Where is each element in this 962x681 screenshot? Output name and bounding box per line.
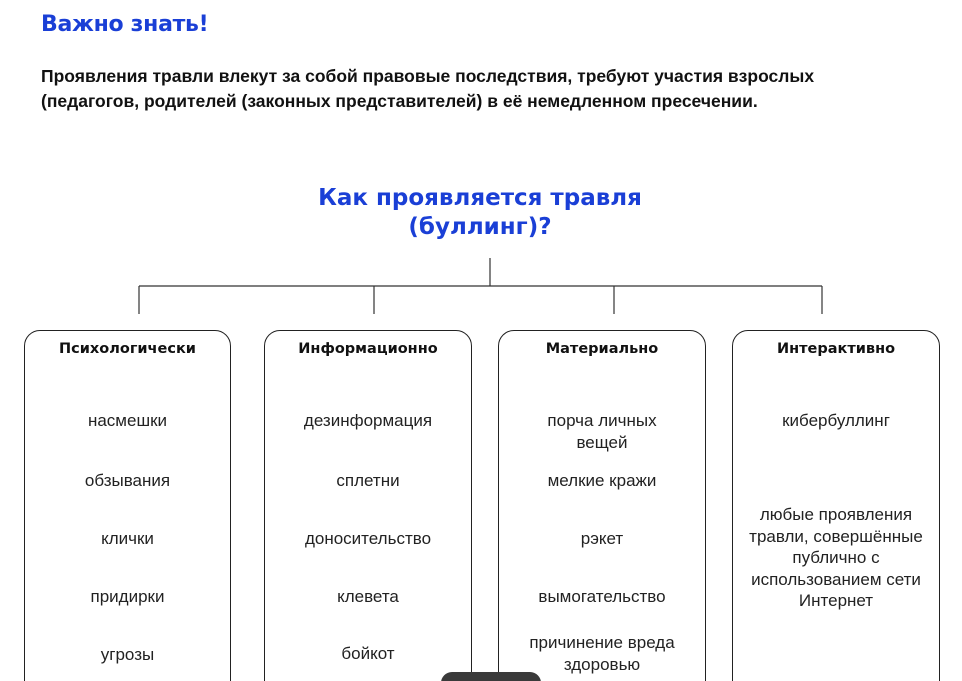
category-item: насмешки bbox=[87, 411, 168, 430]
scroll-handle[interactable] bbox=[441, 672, 541, 681]
page-heading: Важно знать! bbox=[41, 12, 209, 37]
category-item: клички bbox=[101, 529, 154, 548]
category-item: рэкет bbox=[580, 529, 624, 548]
category-item: кибербуллинг bbox=[782, 411, 890, 430]
category-title: Интерактивно bbox=[776, 341, 896, 357]
diagram-title-line-2: (буллинг)? bbox=[408, 214, 552, 240]
diagram-title bbox=[230, 184, 730, 242]
category-box-interactive bbox=[732, 330, 940, 681]
category-title: Психологически bbox=[59, 341, 196, 357]
category-item: угрозы bbox=[100, 645, 155, 664]
category-item: мелкие кражи bbox=[547, 471, 657, 490]
category-title: Информационно bbox=[298, 341, 438, 357]
category-item: вымогательство bbox=[538, 587, 666, 606]
category-item: придирки bbox=[90, 587, 165, 606]
category-item: бойкот bbox=[341, 644, 395, 663]
category-item: порча личных вещей bbox=[547, 411, 657, 452]
intro-text: Проявления травли влекут за собой правовые последствия, требуют участия взрослых (педагогов, родителей (законных представителей) в её немедленном пресечении. bbox=[41, 66, 815, 111]
category-item: любые проявления травли, совершённые публично с использованием сети Интернет bbox=[749, 505, 923, 610]
category-box-informational bbox=[264, 330, 472, 681]
category-item: сплетни bbox=[336, 471, 400, 490]
category-box-psychological bbox=[24, 330, 231, 681]
category-box-material bbox=[498, 330, 706, 681]
category-item: дезинформация bbox=[303, 411, 433, 430]
diagram-title-line-1: Как проявляется травля bbox=[318, 185, 642, 211]
category-item: обзывания bbox=[84, 471, 171, 490]
category-item: клевета bbox=[337, 587, 399, 606]
category-title: Материально bbox=[545, 341, 659, 357]
category-item: причинение вреда здоровью bbox=[529, 633, 675, 674]
category-item: доносительство bbox=[304, 529, 432, 548]
